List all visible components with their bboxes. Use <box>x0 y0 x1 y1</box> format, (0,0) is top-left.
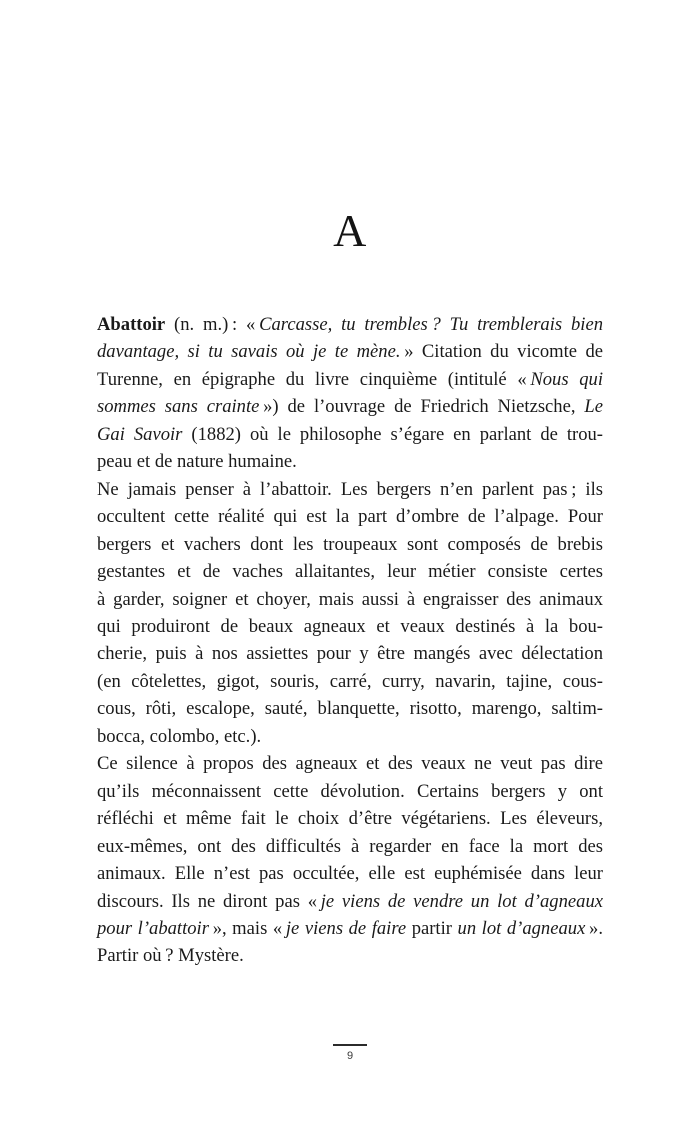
italic-text: Le <box>584 396 603 418</box>
roman-text: à garder, soigner et choyer, mais aussi à engraisser des animaux <box>97 588 603 610</box>
roman-text: partir <box>406 917 458 939</box>
text-line <box>97 833 603 860</box>
roman-text: ». <box>589 917 603 939</box>
roman-text: (en côtelettes, gigot, souris, carré, curry, navarin, tajine, cous- <box>97 670 603 692</box>
text-line <box>97 942 603 969</box>
italic-text: pour l’abattoir <box>97 917 213 939</box>
text-line <box>97 668 603 695</box>
roman-text: discours. Ils ne diront pas « <box>97 890 321 912</box>
text-line <box>97 750 603 777</box>
headword: Abattoir <box>97 314 166 335</box>
italic-text: un lot d’agneaux <box>457 917 590 939</box>
chapter-letter-heading: A <box>333 205 367 256</box>
roman-text: bergers et vachers dont les troupeaux sont composés de brebis <box>97 533 603 555</box>
folio-rule <box>333 1044 367 1046</box>
italic-text: davantage, si tu savais où je te mène. <box>97 341 405 363</box>
roman-text: eux-mêmes, ont des difficultés à regarder en face la mort des <box>97 835 603 857</box>
text-line <box>97 338 603 365</box>
text-line <box>97 558 603 585</box>
roman-text: » Citation du vicomte de <box>404 341 603 363</box>
roman-text: Partir où ? Mystère. <box>97 945 244 967</box>
roman-text: animaux. Elle n’est pas occultée, elle est euphémisée dans leur <box>97 863 603 885</box>
text-line <box>97 393 603 420</box>
text-line <box>97 531 603 558</box>
text-line <box>97 915 603 942</box>
roman-text: peau et de nature humaine. <box>97 451 297 473</box>
body-text-column <box>97 311 603 970</box>
roman-text: Ce silence à propos des agneaux et des veaux ne veut pas dire <box>97 753 603 775</box>
roman-text: occultent cette réalité qui est la part d’ombre de l’alpage. Pour <box>97 506 603 528</box>
roman-text: Turenne, en épigraphe du livre cinquième (intitulé « <box>97 368 531 390</box>
italic-text: Carcasse, tu trembles ? Tu tremblerais bien <box>259 314 603 335</box>
italic-text: Gai Savoir <box>97 423 183 445</box>
dictionary-entry-abattoir <box>97 311 603 970</box>
text-line <box>97 421 603 448</box>
roman-text: cherie, puis à nos assiettes pour y être mangés avec délectation <box>97 643 603 665</box>
text-line <box>97 476 603 503</box>
roman-text: qui produiront de beaux agneaux et veaux destinés à la bou- <box>97 615 603 637</box>
italic-text: je viens de vendre un lot d’agneaux <box>320 890 603 912</box>
roman-text: ») de l’ouvrage de Friedrich Nietzsche, <box>263 396 585 418</box>
text-line <box>97 503 603 530</box>
roman-text: qu’ils méconnaissent cette dévolution. Certains bergers y ont <box>97 780 603 802</box>
text-line <box>97 613 603 640</box>
roman-text: (1882) où le philosophe s’égare en parlant de trou- <box>182 423 603 445</box>
text-line <box>97 723 603 750</box>
roman-text: Ne jamais penser à l’abattoir. Les bergers n’en parlent pas ; ils <box>97 478 603 500</box>
page-footer <box>0 1044 700 1063</box>
text-line <box>97 640 603 667</box>
page-number: 9 <box>346 1050 354 1062</box>
italic-text: Nous qui <box>530 368 604 390</box>
italic-text: je viens de faire <box>285 917 407 939</box>
roman-text: cous, rôti, escalope, sauté, blanquette, risotto, marengo, saltim- <box>97 698 603 720</box>
text-line <box>97 366 603 393</box>
italic-text: sommes sans crainte <box>97 396 264 418</box>
text-line <box>97 805 603 832</box>
text-line <box>97 695 603 722</box>
text-line <box>97 778 603 805</box>
roman-text: (n. m.) : « <box>165 314 260 335</box>
text-line <box>97 860 603 887</box>
roman-text: bocca, colombo, etc.). <box>97 725 262 747</box>
text-line <box>97 311 603 338</box>
roman-text: réfléchi et même fait le choix d’être végétariens. Les éleveurs, <box>97 808 603 830</box>
text-line <box>97 888 603 915</box>
text-line <box>97 448 603 475</box>
roman-text: gestantes et de vaches allaitantes, leur métier consiste certes <box>97 561 603 583</box>
text-line <box>97 586 603 613</box>
roman-text: », mais « <box>212 917 286 939</box>
entry-line-list <box>97 311 603 970</box>
